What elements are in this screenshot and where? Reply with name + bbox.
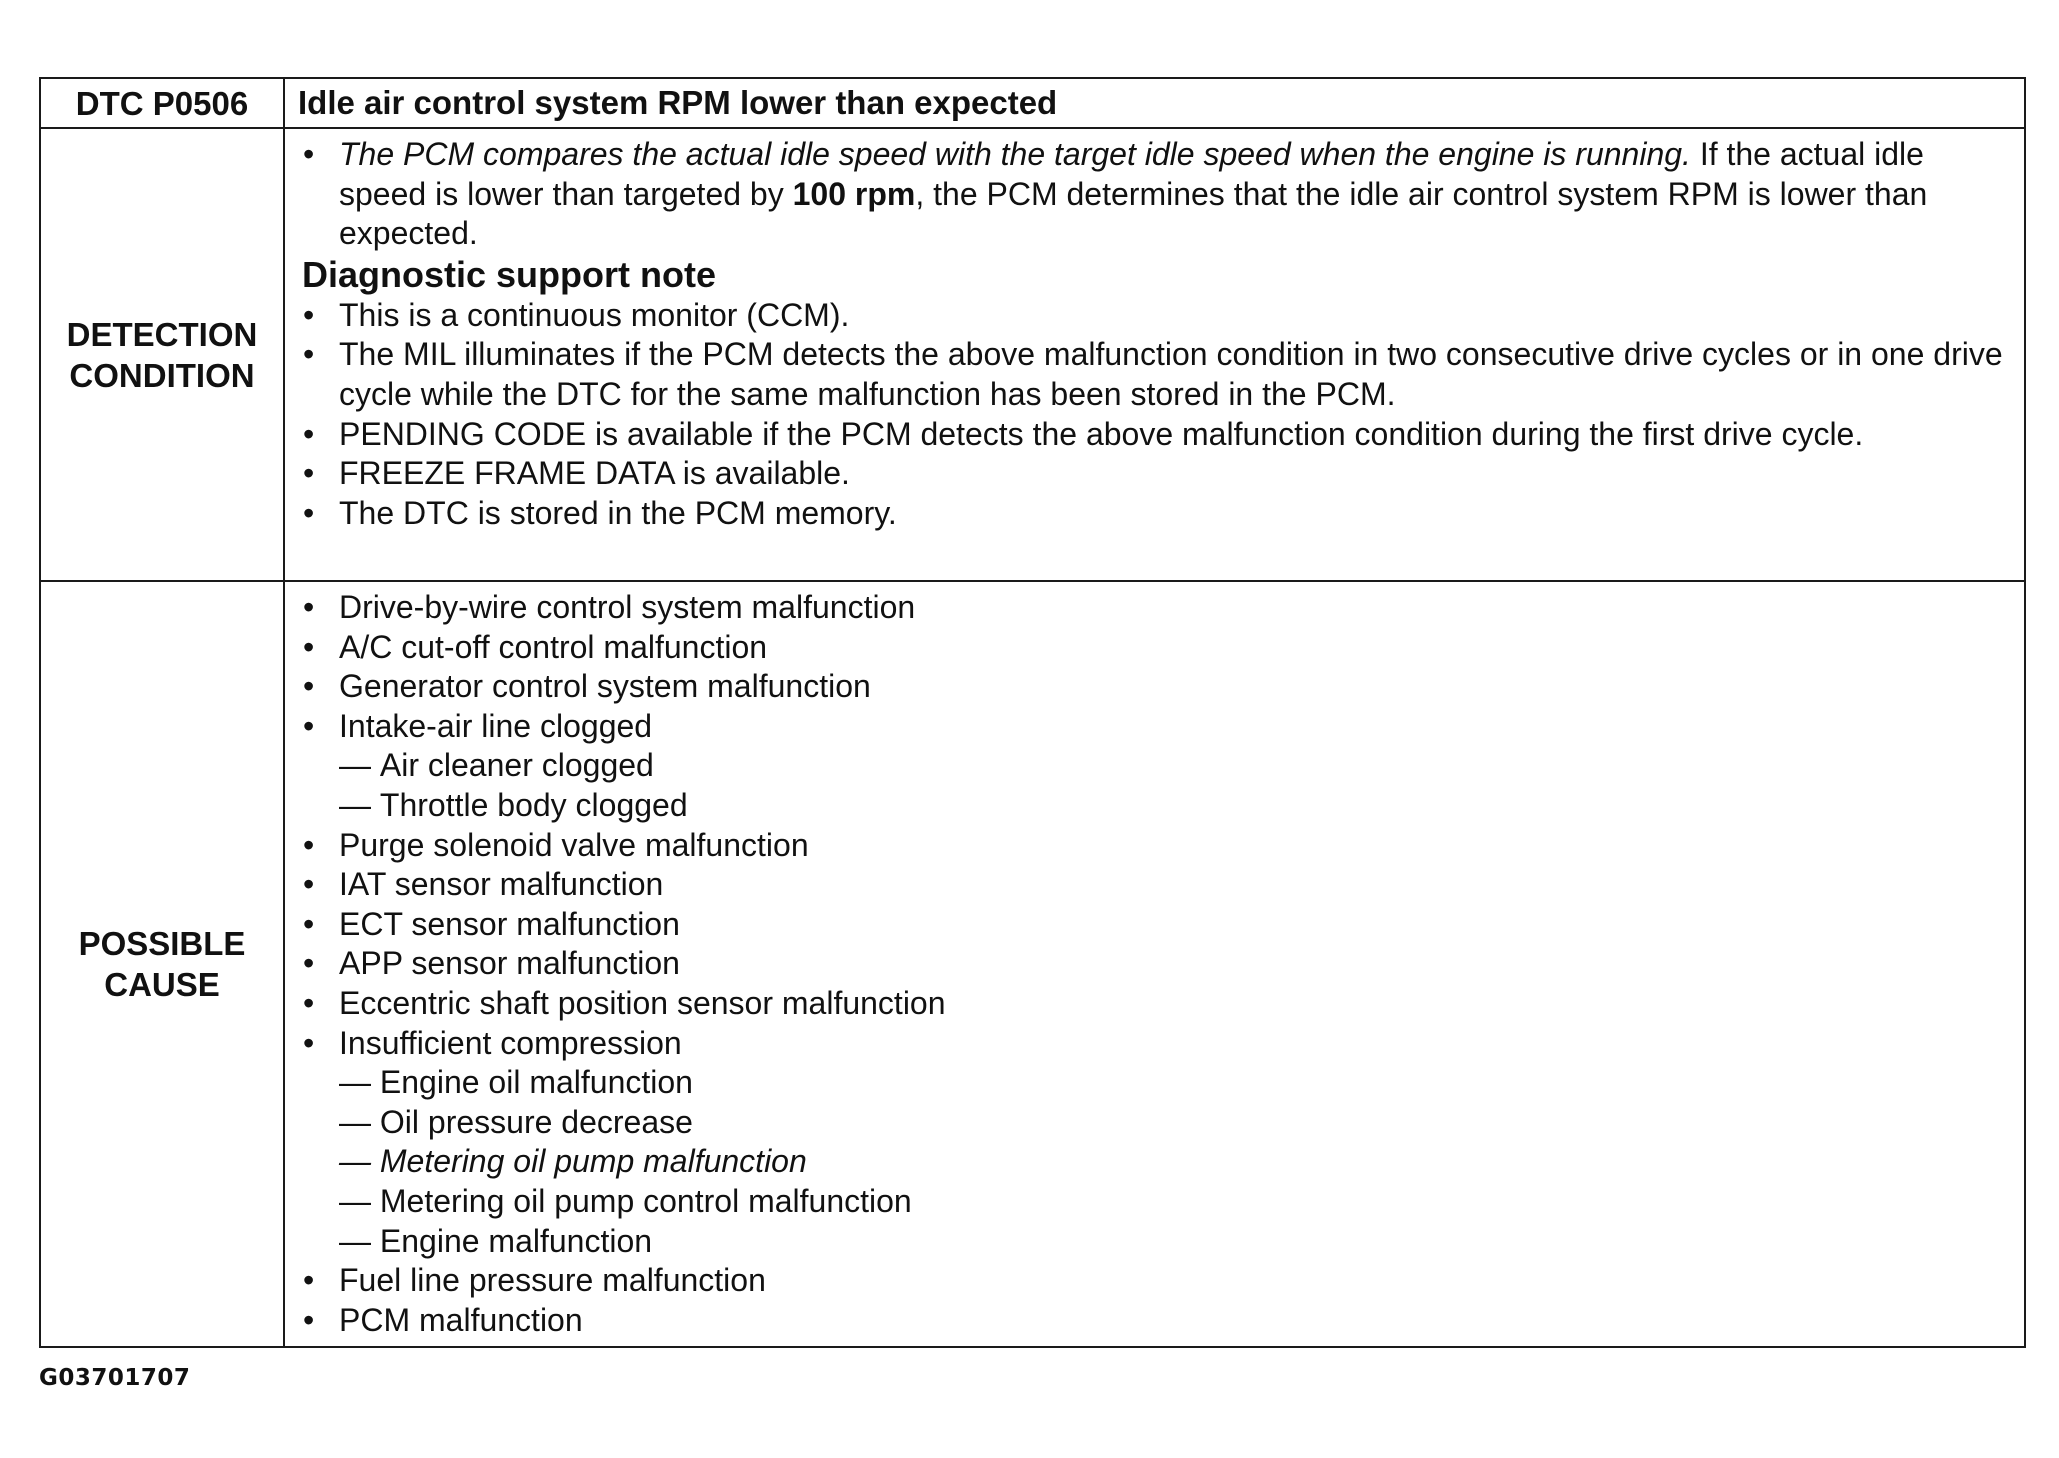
cause-item: • IAT sensor malfunction [301, 865, 2004, 905]
cause-item: • ECT sensor malfunction [301, 905, 2004, 945]
dtc-title-cell [284, 78, 2025, 128]
detection-label-line1: DETECTION [66, 315, 258, 353]
detection-label-line2: CONDITION [69, 356, 255, 394]
diagnostic-notes-list [301, 296, 2004, 534]
dtc-table [39, 77, 2026, 1348]
detection-intro-mid: If the actual idle speed is lower than targeted by [339, 136, 1924, 212]
cause-item-with-sub [301, 1024, 2004, 1262]
cause-item: • Drive-by-wire control system malfunction [301, 588, 2004, 628]
cause-item: • Purge solenoid valve malfunction [301, 826, 2004, 866]
possible-cause-label [40, 581, 284, 1347]
diagnostic-note-item: • The MIL illuminates if the PCM detects the above malfunction condition in two consecutive drive cycles or in one drive cycle while the DTC for the same malfunction has been stored in the PCM. [301, 335, 2004, 414]
detection-condition-content [284, 128, 2025, 581]
detection-intro-bold: 100 rpm [792, 175, 916, 212]
detection-intro-item [301, 135, 2004, 254]
dtc-code: DTC P0506 [75, 84, 249, 122]
compression-sub-list [339, 1063, 2004, 1261]
possible-cause-list [301, 588, 2004, 1340]
intake-sub-list [339, 746, 2004, 825]
detection-intro-list [301, 135, 2004, 254]
diagnostic-note-item: • This is a continuous monitor (CCM). [301, 296, 2004, 336]
diagnostic-note-heading: Diagnostic support note [302, 253, 716, 295]
sub-cause-item: — Engine malfunction [339, 1222, 2004, 1262]
detection-condition-row [40, 128, 2025, 581]
cause-label-line2: CAUSE [104, 966, 220, 1004]
figure-code: G03701707 [39, 1365, 191, 1391]
cause-item: • Eccentric shaft position sensor malfunction [301, 984, 2004, 1024]
cause-item-with-sub [301, 707, 2004, 826]
cause-item: • APP sensor malfunction [301, 944, 2004, 984]
sub-cause-item: — Metering oil pump malfunction [339, 1142, 2004, 1182]
diagnostic-note-item: • PENDING CODE is available if the PCM detects the above malfunction condition during the first drive cycle. [301, 415, 2004, 455]
cause-item: • Fuel line pressure malfunction [301, 1261, 2004, 1301]
dtc-title: Idle air control system RPM lower than expected [298, 84, 1058, 121]
sub-cause-item: — Engine oil malfunction [339, 1063, 2004, 1103]
detection-intro-italic: The PCM compares the actual idle speed with the target idle speed when the engine is running. [339, 136, 1691, 172]
cause-item: Insufficient compression [339, 1024, 682, 1061]
dtc-code-cell [40, 78, 284, 128]
cause-item: Intake-air line clogged [339, 707, 653, 744]
table-header-row [40, 78, 2025, 128]
sub-cause-item: — Metering oil pump control malfunction [339, 1182, 2004, 1222]
cause-item: • A/C cut-off control malfunction [301, 628, 2004, 668]
possible-cause-row [40, 581, 2025, 1347]
diagnostic-note-item: • FREEZE FRAME DATA is available. [301, 454, 2004, 494]
possible-cause-content [284, 581, 2025, 1347]
cause-item: • Generator control system malfunction [301, 667, 2004, 707]
sub-cause-item: — Oil pressure decrease [339, 1103, 2004, 1143]
sub-cause-item: — Air cleaner clogged [339, 746, 2004, 786]
cause-label-line1: POSSIBLE [78, 925, 246, 963]
sub-cause-item: — Throttle body clogged [339, 786, 2004, 826]
detection-condition-label [40, 128, 284, 581]
cause-item: • PCM malfunction [301, 1301, 2004, 1341]
detection-intro-end: , the PCM determines that the idle air control system RPM is lower than expected. [339, 175, 1928, 252]
diagnostic-note-item: • The DTC is stored in the PCM memory. [301, 494, 2004, 534]
